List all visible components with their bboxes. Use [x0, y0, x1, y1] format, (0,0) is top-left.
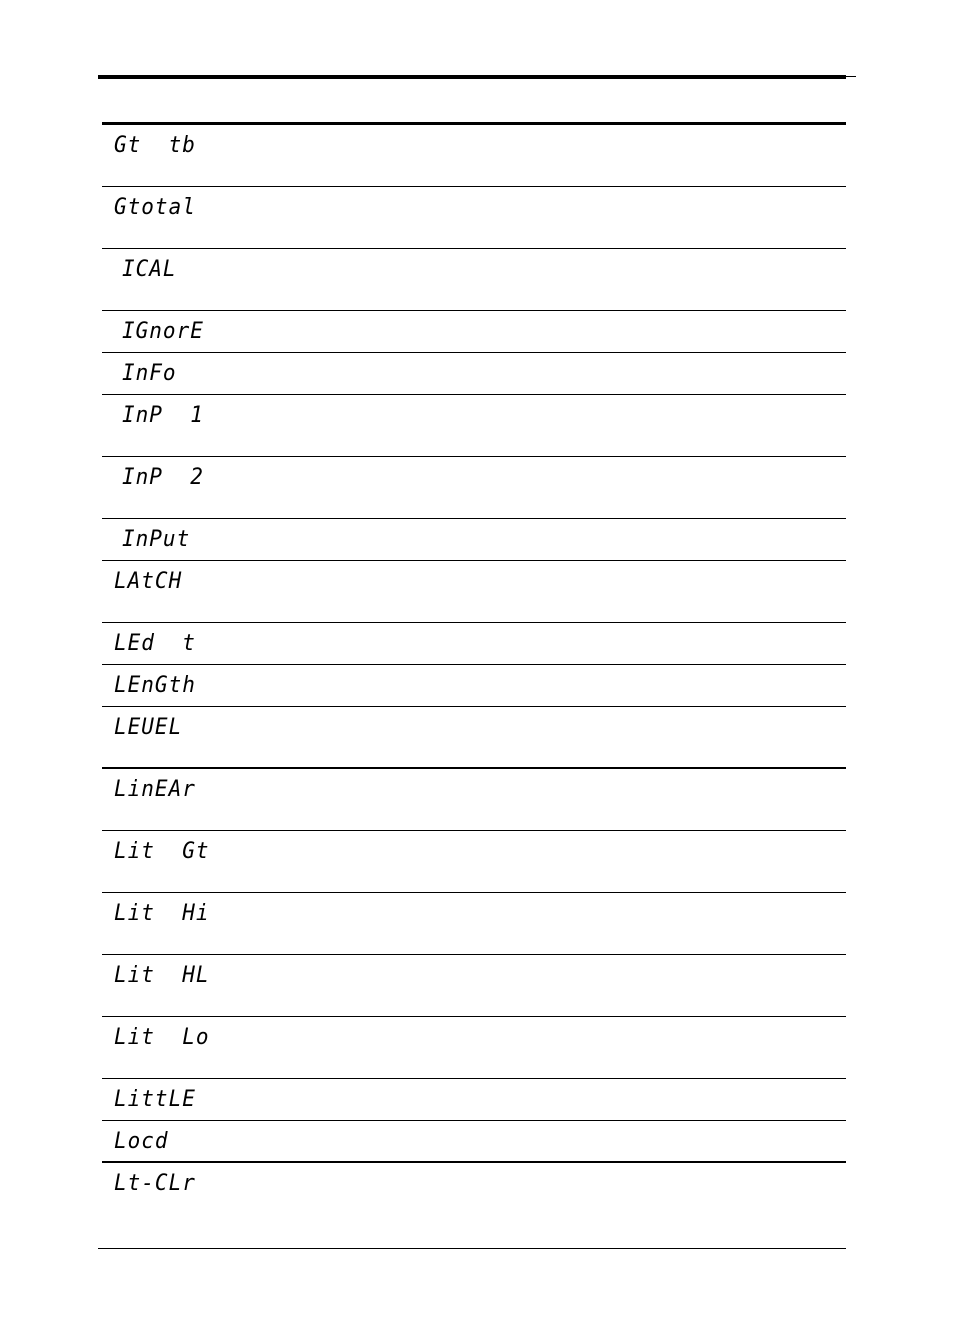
lcd-code: LAtCH — [114, 568, 183, 594]
lcd-code: LEUEL — [114, 714, 183, 740]
lcd-code: InP 2 — [122, 464, 204, 490]
table-row — [102, 457, 846, 519]
lcd-code: Lit Hi — [114, 900, 210, 926]
table-row — [102, 1017, 846, 1079]
table-row — [102, 395, 846, 457]
lcd-code: IGnorE — [122, 318, 204, 344]
lcd-code: Gt tb — [114, 132, 196, 158]
header-rule — [98, 75, 846, 79]
lcd-code: LinEAr — [114, 776, 196, 802]
table-row — [102, 707, 846, 769]
lcd-code: InFo — [122, 360, 177, 386]
lcd-code: Lit Lo — [114, 1024, 210, 1050]
lcd-code: LEd t — [114, 630, 196, 656]
table-row — [102, 249, 846, 311]
table-row — [102, 955, 846, 1017]
lcd-code: InP 1 — [122, 402, 204, 428]
lcd-code: Gtotal — [114, 194, 196, 220]
lcd-code: Lt-CLr — [114, 1170, 196, 1196]
lcd-code: Lit Gt — [114, 838, 210, 864]
table-row — [102, 665, 846, 707]
table-row — [102, 519, 846, 561]
table-row — [102, 623, 846, 665]
table-row — [102, 831, 846, 893]
lcd-code: Lit HL — [114, 962, 210, 988]
table-row — [102, 893, 846, 955]
lcd-code: ICAL — [122, 256, 177, 282]
lcd-code: Locd — [114, 1128, 169, 1154]
footer-rule — [98, 1248, 846, 1249]
table-row — [102, 1121, 846, 1163]
table-row — [102, 769, 846, 831]
lcd-code: InPut — [122, 526, 191, 552]
table-row — [102, 125, 846, 187]
table-row — [102, 311, 846, 353]
table-row — [102, 187, 846, 249]
display-code-table — [102, 125, 846, 1225]
table-row — [102, 1163, 846, 1225]
table-row — [102, 1079, 846, 1121]
lcd-code: LittLE — [114, 1086, 196, 1112]
header-rule-extension — [846, 76, 856, 77]
table-row — [102, 561, 846, 623]
lcd-code: LEnGth — [114, 672, 196, 698]
table-row — [102, 353, 846, 395]
